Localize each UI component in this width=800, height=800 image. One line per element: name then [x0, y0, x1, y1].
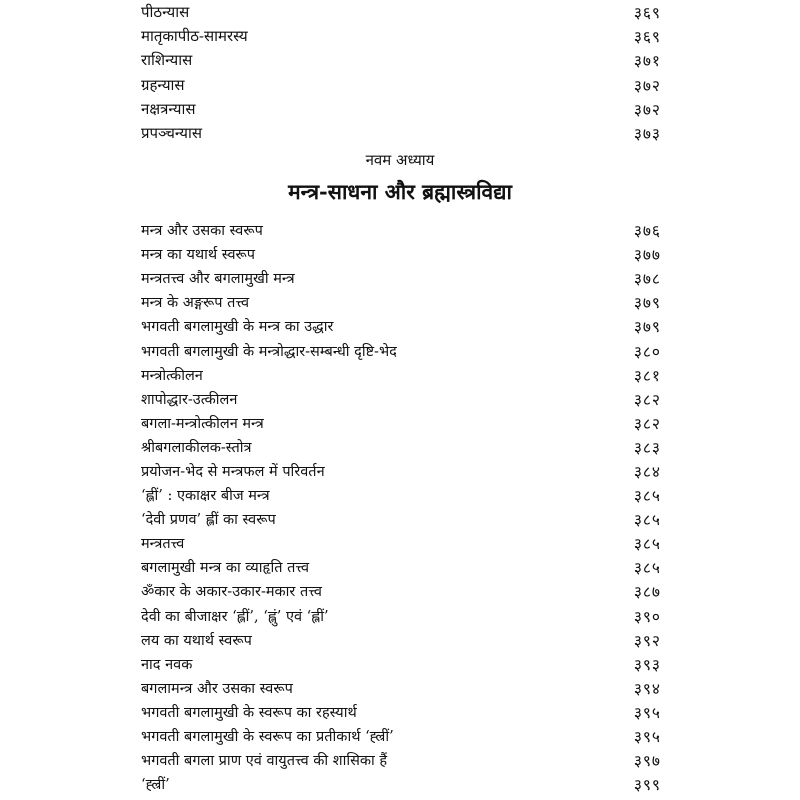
toc-entry — [141, 772, 661, 796]
toc-entry — [141, 48, 661, 72]
toc-list-main — [141, 218, 661, 796]
toc-entry-page: ३७२ — [633, 76, 661, 95]
toc-entry — [141, 531, 661, 555]
toc-entry-page: ३८२ — [633, 414, 661, 433]
toc-entry — [141, 121, 661, 145]
toc-entry-title: ‘ह्लीं’ : एकाक्षर बीज मन्त्र — [141, 488, 270, 505]
toc-entry-page: ३८७ — [633, 583, 661, 602]
toc-entry — [141, 218, 661, 242]
toc-entry-page: ३९३ — [633, 655, 661, 674]
toc-entry-page: ३८० — [633, 342, 661, 361]
toc-entry — [141, 435, 661, 459]
toc-entry-title: मन्त्रतत्त्व — [141, 536, 185, 553]
toc-entry-page: ३९७ — [633, 752, 661, 771]
toc-entry-title: ‘ह्ल्रीं’ — [141, 777, 170, 794]
toc-entry — [141, 97, 661, 121]
toc-entry-title: नक्षत्रन्यास — [141, 99, 196, 118]
toc-entry-page: ३८२ — [633, 390, 661, 409]
toc-entry-title: बगलामुखी मन्त्र का व्याहृति तत्त्व — [141, 560, 310, 577]
toc-entry-page: ३८५ — [633, 511, 661, 530]
toc-entry — [141, 748, 661, 772]
toc-entry-title: भगवती बगलामुखी के स्वरूप का प्रतीकार्थ ‘ह्ल्रीं’ — [141, 729, 394, 746]
toc-entry-title: ॐकार के अकार-उकार-मकार तत्त्व — [141, 584, 322, 601]
toc-list-top — [141, 0, 661, 145]
toc-entry-page: ३७२ — [633, 100, 661, 119]
toc-entry — [141, 604, 661, 628]
toc-entry — [141, 579, 661, 603]
toc-entry-title: मन्त्र के अङ्गरूप तत्त्व — [141, 295, 250, 312]
toc-entry-title: भगवती बगलामुखी के मन्त्र का उद्धार — [141, 319, 334, 336]
toc-entry — [141, 411, 661, 435]
toc-entry-title: शापोद्धार-उत्कीलन — [141, 391, 238, 408]
toc-entry-page: ३९५ — [633, 728, 661, 747]
toc-entry-title: मन्त्र और उसका स्वरूप — [141, 223, 263, 240]
toc-entry — [141, 628, 661, 652]
toc-entry — [141, 24, 661, 48]
toc-entry-title: ग्रहन्यास — [141, 75, 185, 94]
toc-entry-title: राशिन्यास — [141, 51, 193, 70]
toc-entry — [141, 459, 661, 483]
toc-entry-title: श्रीबगलाकीलक-स्तोत्र — [141, 439, 252, 456]
toc-entry-page: ३८५ — [633, 535, 661, 554]
toc-entry-page: ३८५ — [633, 559, 661, 578]
toc-entry-title: मातृकापीठ-सामरस्य — [141, 27, 248, 46]
toc-entry-title: ‘देवी प्रणव’ ह्लीं का स्वरूप — [141, 512, 276, 529]
toc-entry-title: भगवती बगला प्राण एवं वायुतत्त्व की शासिका हैं — [141, 753, 388, 770]
toc-entry — [141, 242, 661, 266]
toc-entry — [141, 483, 661, 507]
toc-entry-page: ३८४ — [633, 462, 661, 481]
toc-entry-title: प्रयोजन-भेद से मन्त्रफल में परिवर्तन — [141, 463, 325, 480]
toc-entry-title: नाद नवक — [141, 656, 193, 673]
toc-entry-page: ३९० — [633, 607, 661, 626]
toc-entry-page: ३७९ — [633, 294, 661, 313]
toc-entry — [141, 700, 661, 724]
toc-entry — [141, 387, 661, 411]
toc-entry-page: ३९४ — [633, 679, 661, 698]
toc-entry-page: ३८५ — [633, 487, 661, 506]
toc-entry-page: ३७८ — [633, 270, 661, 289]
toc-entry-page: ३७७ — [633, 246, 661, 265]
toc-entry — [141, 652, 661, 676]
toc-entry-title: मन्त्र का यथार्थ स्वरूप — [141, 247, 256, 264]
toc-entry-title: लय का यथार्थ स्वरूप — [141, 632, 252, 649]
toc-entry-page: ३८३ — [633, 438, 661, 457]
toc-entry-page: ३८१ — [633, 366, 661, 385]
chapter-title: मन्त्र-साधना और ब्रह्मास्त्रविद्या — [288, 179, 512, 204]
toc-entry — [141, 266, 661, 290]
toc-entry — [141, 0, 661, 24]
toc-entry — [141, 73, 661, 97]
toc-entry-title: प्रपञ्चन्यास — [141, 124, 203, 143]
toc-entry-title: बगलामन्त्र और उसका स्वरूप — [141, 680, 293, 697]
toc-entry-page: ३९९ — [633, 776, 661, 795]
chapter-label: नवम अध्याय — [365, 151, 435, 169]
toc-entry-page: ३६९ — [633, 28, 661, 47]
toc-entry-title: भगवती बगलामुखी के मन्त्रोद्धार-सम्बन्धी दृष्टि-भेद — [141, 343, 397, 360]
toc-entry-title: बगला-मन्त्रोत्कीलन मन्त्र — [141, 415, 264, 432]
toc-entry-page: ३६९ — [633, 4, 661, 23]
toc-entry — [141, 724, 661, 748]
toc-entry-page: ३७३ — [633, 125, 661, 144]
toc-entry — [141, 290, 661, 314]
toc-entry-title: भगवती बगलामुखी के स्वरूप का रहस्यार्थ — [141, 704, 357, 721]
toc-entry-title: पीठन्यास — [141, 3, 190, 22]
toc-entry — [141, 507, 661, 531]
toc-entry-title: मन्त्रतत्त्व और बगलामुखी मन्त्र — [141, 271, 295, 288]
toc-entry — [141, 314, 661, 338]
toc-entry-page: ३९५ — [633, 703, 661, 722]
toc-entry-page: ३७१ — [633, 52, 661, 71]
toc-entry — [141, 338, 661, 362]
toc-entry — [141, 555, 661, 579]
toc-entry — [141, 363, 661, 387]
toc-entry-page: ३७९ — [633, 318, 661, 337]
toc-entry — [141, 676, 661, 700]
toc-entry-page: ३९२ — [633, 631, 661, 650]
toc-entry-page: ३७६ — [633, 222, 661, 241]
toc-entry-title: देवी का बीजाक्षर ‘ह्लीं’, ‘ह्लुं’ एवं ‘ह्लीं’ — [141, 608, 329, 625]
toc-entry-title: मन्त्रोत्कीलन — [141, 367, 203, 384]
